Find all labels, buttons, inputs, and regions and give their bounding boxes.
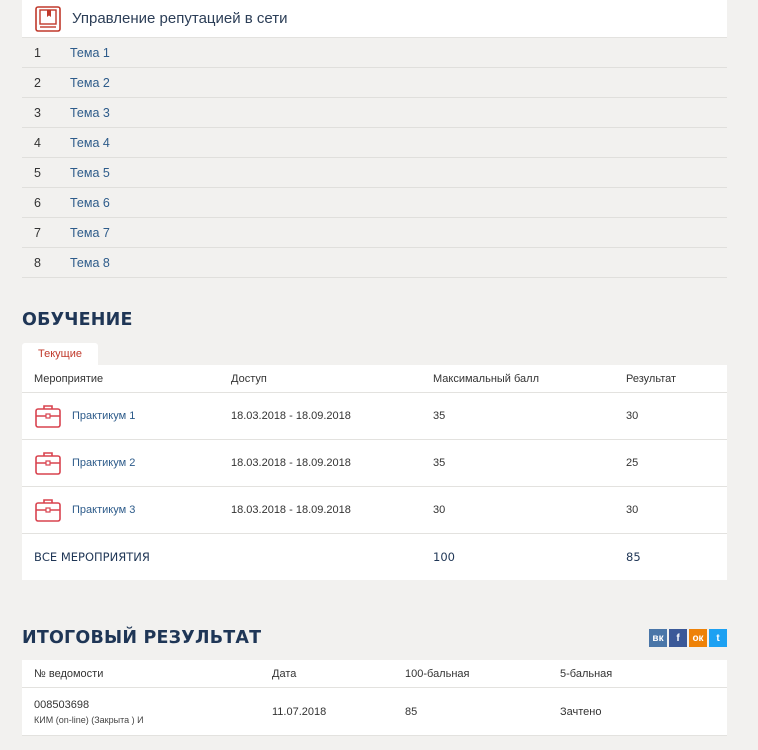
topic-row bbox=[22, 188, 727, 218]
book-icon bbox=[34, 5, 62, 33]
header-doc: № ведомости bbox=[34, 667, 104, 680]
topic-link[interactable]: Тема 3 bbox=[70, 105, 110, 120]
doc-cell bbox=[22, 699, 272, 725]
facebook-icon[interactable]: f bbox=[669, 629, 687, 647]
topic-number: 1 bbox=[34, 45, 41, 60]
topic-link[interactable]: Тема 2 bbox=[70, 75, 110, 90]
topic-number: 2 bbox=[34, 75, 41, 90]
course-header bbox=[22, 0, 727, 38]
header-score100: 100-бальная bbox=[405, 667, 470, 680]
result-cell: 30 bbox=[626, 410, 639, 422]
header-max: Максимальный балл bbox=[433, 372, 539, 385]
table-row bbox=[22, 487, 727, 534]
header-date: Дата bbox=[272, 667, 297, 680]
topic-row bbox=[22, 218, 727, 248]
event-cell bbox=[22, 497, 231, 523]
course-card bbox=[22, 0, 727, 278]
twitter-icon[interactable]: t bbox=[709, 629, 727, 647]
header-result: Результат bbox=[626, 372, 677, 385]
event-link[interactable]: Практикум 2 bbox=[72, 457, 136, 469]
learning-title: ОБУЧЕНИЕ bbox=[22, 310, 133, 330]
doc-subtitle: КИМ (on-line) (Закрыта ) И bbox=[34, 714, 144, 725]
final-title: ИТОГОВЫЙ РЕЗУЛЬТАТ bbox=[22, 628, 262, 648]
tab-current[interactable]: Текущие bbox=[22, 343, 98, 365]
topic-row bbox=[22, 98, 727, 128]
topic-row bbox=[22, 128, 727, 158]
table-row bbox=[22, 440, 727, 487]
topic-number: 6 bbox=[34, 195, 41, 210]
total-label: ВСЕ МЕРОПРИЯТИЯ bbox=[34, 550, 150, 564]
header-event: Мероприятие bbox=[34, 372, 104, 385]
topic-link[interactable]: Тема 8 bbox=[70, 255, 110, 270]
total-row bbox=[22, 534, 727, 580]
topic-number: 7 bbox=[34, 225, 41, 240]
learning-table-header bbox=[22, 365, 727, 393]
final-score5: Зачтено bbox=[560, 705, 602, 718]
briefcase-icon bbox=[34, 497, 62, 523]
topic-number: 5 bbox=[34, 165, 41, 180]
table-row bbox=[22, 393, 727, 440]
doc-number: 008503698 bbox=[34, 698, 90, 711]
max-cell: 30 bbox=[433, 504, 446, 516]
header-score5: 5-бальная bbox=[560, 667, 613, 680]
topic-link[interactable]: Тема 7 bbox=[70, 225, 110, 240]
topic-link[interactable]: Тема 6 bbox=[70, 195, 110, 210]
result-cell: 25 bbox=[626, 457, 639, 469]
access-cell: 18.03.2018 - 18.09.2018 bbox=[231, 504, 351, 516]
final-row bbox=[22, 688, 727, 736]
topic-number: 4 bbox=[34, 135, 41, 150]
topic-row bbox=[22, 68, 727, 98]
event-cell bbox=[22, 450, 231, 476]
event-link[interactable]: Практикум 3 bbox=[72, 504, 136, 516]
topic-number: 8 bbox=[34, 255, 41, 270]
topic-row bbox=[22, 38, 727, 68]
briefcase-icon bbox=[34, 450, 62, 476]
topic-row bbox=[22, 158, 727, 188]
topic-list bbox=[22, 38, 727, 278]
final-score100: 85 bbox=[405, 705, 418, 718]
learning-rows bbox=[22, 393, 727, 534]
topic-link[interactable]: Тема 1 bbox=[70, 45, 110, 60]
briefcase-icon bbox=[34, 403, 62, 429]
topic-row bbox=[22, 248, 727, 278]
final-table-header bbox=[22, 660, 727, 688]
total-result: 85 bbox=[626, 550, 641, 564]
header-access: Доступ bbox=[231, 372, 267, 385]
event-link[interactable]: Практикум 1 bbox=[72, 410, 136, 422]
learning-table bbox=[22, 365, 727, 580]
max-cell: 35 bbox=[433, 410, 446, 422]
access-cell: 18.03.2018 - 18.09.2018 bbox=[231, 410, 351, 422]
topic-link[interactable]: Тема 4 bbox=[70, 135, 110, 150]
topic-number: 3 bbox=[34, 105, 41, 120]
vk-icon[interactable]: вк bbox=[649, 629, 667, 647]
odnoklassniki-icon[interactable]: ок bbox=[689, 629, 707, 647]
total-max: 100 bbox=[433, 550, 455, 564]
final-date: 11.07.2018 bbox=[272, 705, 327, 718]
event-cell bbox=[22, 403, 231, 429]
course-title: Управление репутацией в сети bbox=[72, 10, 288, 27]
result-cell: 30 bbox=[626, 504, 639, 516]
topic-link[interactable]: Тема 5 bbox=[70, 165, 110, 180]
final-table bbox=[22, 660, 727, 736]
max-cell: 35 bbox=[433, 457, 446, 469]
access-cell: 18.03.2018 - 18.09.2018 bbox=[231, 457, 351, 469]
share-buttons bbox=[649, 629, 727, 647]
